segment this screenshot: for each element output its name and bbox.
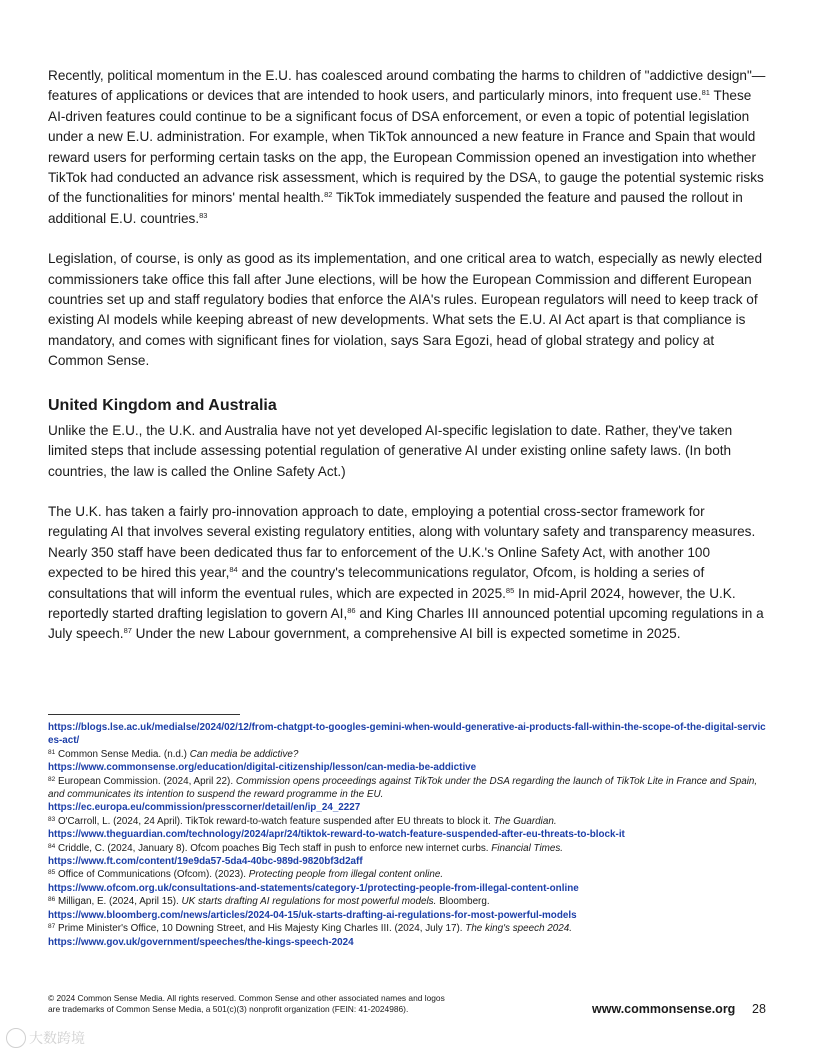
footnote-86: $^{86}$ Milligan, E. (2024, April 15). UK starts drafting AI regulations for most powerful models. Bloomberg.	[48, 896, 490, 908]
footer-website[interactable]: www.commonsense.org	[592, 1002, 736, 1016]
footnote-87-link[interactable]: https://www.gov.uk/government/speeches/the-kings-speech-2024	[48, 936, 354, 948]
section-heading-uk-australia: United Kingdom and Australia	[48, 396, 277, 414]
main-content	[48, 66, 768, 665]
paragraph-uk-australia-intro: Unlike the E.U., the U.K. and Australia have not yet developed AI-specific legislation to date. Rather, they've taken limited steps that include assessing potential regulation of generative AI under existing online safety laws. (In both countries, the law is called the Online Safety Act.)	[48, 422, 733, 479]
footnote-84: $^{84}$ Criddle, C. (2024, January 8). Ofcom poaches Big Tech staff in push to enforce new internet curbs. Financial Times.	[48, 842, 564, 854]
footnote-85: $^{85}$ Office of Communications (Ofcom). (2023). Protecting people from illegal content online.	[48, 869, 444, 881]
footnote-81-link[interactable]: https://www.commonsense.org/education/digital-citizenship/lesson/can-media-be-addictive	[48, 762, 477, 774]
paragraph-implementation: Legislation, of course, is only as good as its implementation, and one critical area to watch, especially as newly elected commissioners take office this fall after June elections, will be how the European Commission and different European countries set up and staff regulatory bodies that enforce the AIA's rules. European regulators will need to keep track of existing AI models while keeping abreast of new developments. What sets the E.U. AI Act apart is that compliance is mandatory, and comes with significant fines for violation, says Sara Egozi, head of global strategy and policy at Common Sense.	[48, 251, 763, 369]
footnote-82: $^{82}$ European Commission. (2024, April 22). Commission opens proceedings against TikTok under the DSA regarding the launch of TikTok Lite in France and Spain, and communicates its intention to suspend the reward programme in the EU.	[48, 775, 758, 801]
footnote-ref-83[interactable]: 83	[199, 210, 208, 220]
footnote-87: $^{87}$ Prime Minister's Office, 10 Downing Street, and His Majesty King Charles III. (2024, July 17). The king's speech 2024.	[48, 923, 573, 935]
footnote-ref-82[interactable]: 82	[324, 190, 333, 200]
paragraph-uk-approach: The U.K. has taken a fairly pro-innovation approach to date, employing a potential cross-sector framework for regulating AI that involves several existing regulatory entities, along with voluntary safety and transparency measures. Nearly 350 staff have been dedicated thus far to enforcement of the U.K.'s Online Safety Act, with another 100 expected to be hired this year,$^{84}$ and the country's telecommunications regulator, Ofcom, is holding a series of consultations that will inform the eventual rules, which are expected in 2025.85 In mid-April 2024, however, the U.K. reportedly started drafting legislation to govern AI,$^{86}$ and King Charles III announced potential upcoming regulations in a July speech.$^{87}$ Under the new Labour government, a comprehensive AI bill is expected sometime in 2025.	[48, 503, 764, 642]
watermark: 大数跨境	[6, 1028, 85, 1048]
footnote-ref-85[interactable]: 85	[505, 585, 515, 595]
page-number: 28	[752, 1002, 766, 1016]
footer-copyright: © 2024 Common Sense Media. All rights reserved. Common Sense and other associated names and logos are trademarks of Common Sense Media, a 501(c)(3) nonprofit organization (FEIN: 41-2024986).	[48, 993, 445, 1014]
footnote-divider	[48, 714, 240, 715]
footnote-81: $^{81}$ Common Sense Media. (n.d.) Can media be addictive?	[48, 748, 299, 760]
footnote-85-link[interactable]: https://www.ofcom.org.uk/consultations-and-statements/category-1/protecting-people-from-illegal-content-online	[48, 882, 579, 894]
footnote-ref-86[interactable]: 86	[347, 605, 356, 615]
watermark-logo-icon	[6, 1028, 26, 1048]
footnotes	[48, 714, 770, 949]
footnote-ref-84[interactable]: 84	[229, 565, 238, 575]
footnote-ref-87[interactable]: 87	[123, 626, 132, 636]
footnote-86-link[interactable]: https://www.bloomberg.com/news/articles/2024-04-15/uk-starts-drafting-ai-regulations-for-most-powerful-models	[48, 909, 577, 921]
footnote-83: $^{83}$ O'Carroll, L. (2024, 24 April). TikTok reward-to-watch feature suspended after EU threats to block it. The Guardian.	[48, 815, 557, 827]
footnote-82-link[interactable]: https://ec.europa.eu/commission/presscorner/detail/en/ip_24_2227	[48, 802, 361, 814]
footnote-83-link[interactable]: https://www.theguardian.com/technology/2024/apr/24/tiktok-reward-to-watch-feature-suspended-after-eu-threats-to-block-it	[48, 829, 625, 841]
footnote-continued-link[interactable]: https://blogs.lse.ac.uk/medialse/2024/02/12/from-chatgpt-to-googles-gemini-when-would-generative-ai-products-fall-within-the-scope-of-the-digital-services-act/	[48, 722, 766, 747]
footnote-ref-81[interactable]: 81	[701, 88, 710, 98]
footnote-84-link[interactable]: https://www.ft.com/content/19e9da57-5da4-40bc-989d-9820bf3d2aff	[48, 856, 363, 868]
paragraph-eu-addictive-design: Recently, political momentum in the E.U. has coalesced around combating the harms to children of "addictive design"—features of applications or devices that are intended to hook users, and particularly minors, into frequent use.$^{81}$ These AI-driven features could continue to be a significant focus of DSA enforcement, or even a topic of potential legislation under a new E.U. administration. For example, when TikTok announced a new feature in France and Spain that would reward users for performing certain tasks on the app, the European Commission opened an investigation into whether TikTok had conducted an advance risk assessment, which is required by the DSA, to gauge the potential systemic risks of the functionalities for minors' mental health.$^{82}$ TikTok immediately suspended the feature and paused the rollout in additional E.U. countries.$^{83}$	[48, 68, 766, 226]
